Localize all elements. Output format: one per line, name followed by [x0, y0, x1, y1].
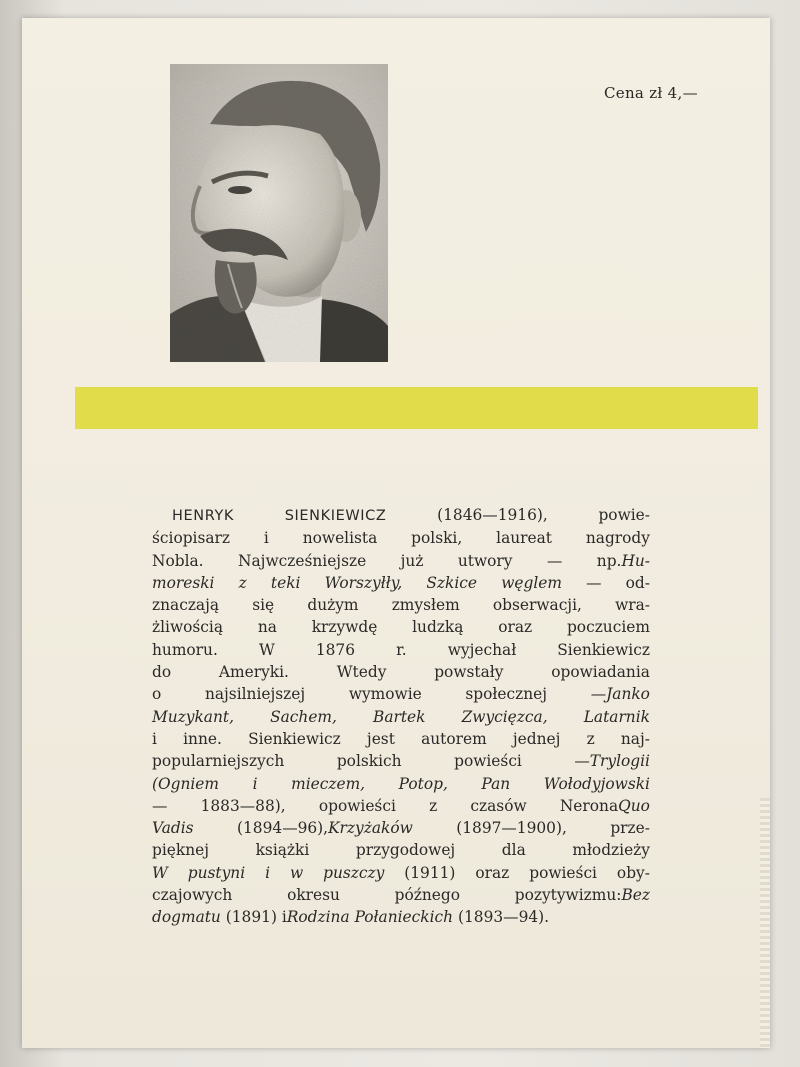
bio-text: powieści [454, 752, 522, 771]
bio-text: (1846—1916), [437, 506, 548, 524]
bio-text: — [590, 685, 607, 704]
bio-word [475, 862, 509, 884]
bio-title-text: i [252, 774, 258, 793]
bio-word [271, 572, 301, 594]
bio-title-text: Potop, [398, 774, 448, 793]
author-biography [152, 504, 650, 929]
bio-text: jest [366, 729, 395, 748]
bio-text: znaczają [152, 596, 220, 615]
bio-title-text: węglem [501, 573, 562, 592]
bio-word [458, 550, 513, 572]
bio-title-text: pustyni [187, 863, 246, 882]
bio-line [152, 616, 650, 638]
bio-word [248, 728, 341, 750]
bio-text: o [152, 685, 162, 704]
bio-title-text: w [289, 863, 304, 882]
bio-word [411, 527, 462, 549]
bio-line [152, 906, 650, 928]
bio-word [458, 906, 549, 928]
bio-line [152, 661, 650, 683]
bio-word [152, 773, 219, 795]
bio-word [152, 706, 234, 728]
bio-title-text: Rodzina [286, 908, 350, 927]
bio-title-text: Zwycięzca, [461, 707, 548, 726]
bio-word [567, 616, 650, 638]
bio-word [152, 795, 167, 817]
worn-page-edge [760, 798, 770, 1048]
bio-title-text: Krzyżaków [328, 819, 413, 838]
bio-text: jednej [512, 729, 561, 748]
bio-text: wyjechał [447, 640, 517, 659]
bio-word [239, 572, 247, 594]
bio-word [323, 862, 384, 884]
bio-text: książki [255, 841, 310, 860]
bio-text: przygodowej [355, 841, 456, 860]
bio-word [201, 795, 286, 817]
bio-word [172, 504, 234, 527]
bio-text: (1911) [404, 863, 456, 882]
bio-word [373, 706, 425, 728]
bio-text: wra- [615, 596, 650, 615]
bio-line [152, 795, 650, 817]
bio-word [287, 884, 340, 906]
bio-word [312, 616, 378, 638]
bio-text: społecznej [465, 685, 548, 704]
bio-word [152, 728, 157, 750]
bio-word [462, 706, 548, 728]
bio-word [152, 862, 168, 884]
yellow-accent-band [75, 387, 758, 429]
bio-text: powieści [529, 863, 597, 882]
bio-text: pięknej [152, 841, 210, 860]
bio-word [502, 839, 526, 861]
bio-line [152, 594, 650, 616]
bio-word [152, 884, 232, 906]
bio-word [303, 527, 378, 549]
bio-title-text: Szkice [426, 573, 478, 592]
bio-text: okresu [287, 886, 340, 905]
bio-word [591, 683, 650, 705]
bio-title-text: teki [270, 573, 301, 592]
bio-word [152, 639, 218, 661]
bio-text: 1876 [315, 640, 356, 659]
bio-word [252, 594, 274, 616]
bio-word [319, 795, 396, 817]
book-back-cover [22, 18, 770, 1048]
bio-word [586, 572, 601, 594]
bio-text: czasów [470, 796, 527, 815]
bio-text: Sienkiewicz [248, 729, 341, 748]
bio-word [498, 616, 532, 638]
bio-word [152, 817, 194, 839]
bio-word [152, 594, 219, 616]
bio-word [404, 862, 455, 884]
bio-word [529, 862, 597, 884]
bio-text: się [252, 596, 275, 615]
bio-word [481, 773, 510, 795]
bio-line [152, 773, 650, 795]
bio-text: — [152, 796, 168, 815]
bio-word [152, 572, 214, 594]
bio-text: nowelista [302, 529, 378, 548]
bio-text: ściopisarz [152, 529, 231, 548]
bio-text: (1894—96), [237, 819, 329, 838]
bio-title-text: Bartek [373, 707, 426, 726]
bio-text: późnego [394, 886, 461, 905]
bio-text: ludzką [412, 618, 464, 637]
bio-word [610, 817, 650, 839]
bio-word [421, 728, 487, 750]
bio-title-text: puszczy [323, 863, 385, 882]
bio-title-text: Bez [621, 886, 650, 905]
bio-word [617, 862, 650, 884]
bio-text: oraz [475, 863, 510, 882]
bio-text: popularniejszych [152, 752, 285, 771]
bio-word [429, 795, 437, 817]
bio-word [152, 683, 161, 705]
bio-word [598, 504, 650, 527]
bio-word [454, 750, 522, 772]
bio-title-text: Latarnik [583, 707, 650, 726]
bio-word [183, 728, 222, 750]
bio-word [496, 527, 552, 549]
bio-word [392, 594, 460, 616]
bio-title-text: Pan [481, 774, 511, 793]
bio-text: od- [625, 573, 650, 592]
bio-text: 1883—88), [200, 796, 286, 815]
bio-word [584, 706, 650, 728]
bio-title-text: Sachem, [270, 707, 337, 726]
bio-text: Sienkiewicz [557, 640, 650, 659]
bio-line [152, 550, 650, 572]
bio-word [395, 884, 460, 906]
bio-word [337, 661, 387, 683]
bio-text: opowiadania [551, 663, 650, 682]
bio-line [152, 862, 650, 884]
bio-word [572, 839, 650, 861]
bio-text: — [586, 573, 602, 592]
bio-text: młodzieży [572, 841, 650, 860]
bio-text: Najwcześniejsze [238, 551, 367, 570]
portrait-image [170, 64, 388, 362]
bio-title-text: Janko [606, 685, 650, 704]
bio-text: naj- [620, 729, 650, 748]
bio-word [412, 616, 463, 638]
bio-word [493, 594, 582, 616]
bio-text: (1897—1900), [456, 819, 567, 838]
bio-word [515, 884, 650, 906]
bio-word [349, 683, 422, 705]
bio-word [501, 572, 562, 594]
bio-text: autorem [421, 729, 487, 748]
bio-line [152, 683, 650, 705]
price-label: Cena zł 4,— [604, 84, 698, 102]
bio-text: oraz [498, 618, 533, 637]
bio-word [316, 639, 355, 661]
bio-word [597, 550, 650, 572]
bio-word [621, 728, 650, 750]
bio-word [307, 594, 358, 616]
bio-text: Ameryki. [218, 663, 289, 682]
bio-text: krzywdę [311, 618, 378, 637]
bio-word [291, 773, 365, 795]
bio-word [399, 773, 448, 795]
bio-word [544, 773, 650, 795]
bio-text: W [258, 640, 275, 659]
bio-text: powstały [434, 663, 504, 682]
bio-text: Nobla. [152, 551, 204, 570]
bio-title-text: Wołodyjowski [543, 774, 650, 793]
bio-word [152, 616, 223, 638]
bio-text: wymowie [348, 685, 422, 704]
bio-word [615, 594, 650, 616]
bio-line [152, 728, 650, 750]
bio-word [396, 639, 407, 661]
bio-text: z [429, 796, 438, 815]
bio-text: i [152, 729, 157, 748]
bio-title-text: dogmatu [152, 908, 221, 927]
bio-text: i [281, 908, 287, 927]
bio-title-text: Muzykant, [152, 707, 234, 726]
bio-line [152, 750, 650, 772]
bio-word [574, 750, 650, 772]
bio-text: i [263, 529, 269, 548]
bio-title-text: z [238, 573, 247, 592]
bio-word [513, 728, 561, 750]
bio-word [270, 706, 337, 728]
bio-word [337, 750, 402, 772]
bio-author-name: HENRYK [172, 508, 235, 524]
bio-text: obserwacji, [492, 596, 582, 615]
bio-word [557, 639, 650, 661]
bio-word [426, 572, 477, 594]
bio-text: Nerona [559, 796, 619, 815]
bio-line [152, 572, 650, 594]
bio-text: czajowych [152, 886, 233, 905]
bio-word [256, 839, 310, 861]
bio-text: (1893—94). [458, 908, 550, 927]
bio-word [437, 504, 548, 527]
bio-word [367, 728, 395, 750]
bio-text: polski, [411, 529, 463, 548]
bio-word [264, 527, 269, 549]
bio-word [448, 639, 516, 661]
bio-word [265, 862, 270, 884]
bio-word [152, 750, 284, 772]
bio-title-text: moreski [152, 573, 215, 592]
bio-text: poczuciem [566, 618, 650, 637]
bio-word [586, 527, 650, 549]
bio-line [152, 639, 650, 661]
bio-text: najsilniejszej [204, 685, 306, 704]
bio-word [587, 728, 595, 750]
bio-title-text: (Ogniem [152, 774, 220, 793]
bio-text: — [546, 551, 563, 570]
bio-line [152, 884, 650, 906]
bio-text: np. [596, 551, 622, 570]
bio-word [282, 906, 350, 928]
bio-line [152, 706, 650, 728]
bio-text: utwory [457, 551, 513, 570]
bio-word [465, 683, 547, 705]
bio-word [456, 817, 567, 839]
bio-text: zmysłem [391, 596, 460, 615]
bio-word [205, 683, 305, 705]
bio-word [547, 550, 562, 572]
bio-line [152, 527, 650, 549]
bio-word [560, 795, 650, 817]
bio-word [551, 661, 650, 683]
bio-text: prze- [610, 819, 650, 838]
bio-word [401, 550, 424, 572]
bio-text: już [400, 551, 424, 570]
bio-text: powie- [598, 506, 650, 524]
bio-line [152, 817, 650, 839]
bio-title-text: Hu- [621, 551, 650, 570]
bio-text: oby- [616, 863, 650, 882]
bio-word [626, 572, 650, 594]
bio-word [355, 906, 454, 928]
bio-title-text: Quo [618, 796, 650, 815]
bio-text: Wtedy [336, 663, 387, 682]
bio-title-text: W [152, 863, 168, 882]
bio-word [470, 795, 526, 817]
bio-word [152, 839, 209, 861]
bio-word [188, 862, 245, 884]
bio-title-text: Worszyłły, [324, 573, 403, 592]
bio-text: humoru. [152, 640, 218, 659]
bio-word [259, 639, 275, 661]
bio-word [152, 661, 171, 683]
bio-text: inne. [183, 729, 222, 748]
bio-word [285, 504, 387, 527]
bio-title-text: Połanieckich [354, 908, 454, 927]
bio-text: dla [501, 841, 526, 860]
bio-word [152, 550, 204, 572]
bio-text: opowieści [318, 796, 396, 815]
bio-title-text: i [265, 863, 271, 882]
bio-line [152, 504, 650, 527]
bio-text: (1891) [225, 908, 277, 927]
bio-word [237, 817, 413, 839]
bio-word [434, 661, 503, 683]
bio-title-text: mieczem, [291, 774, 366, 793]
author-portrait [170, 64, 388, 362]
bio-word [356, 839, 455, 861]
bio-word [219, 661, 289, 683]
bio-text: dużym [307, 596, 359, 615]
bio-text: pozytywizmu: [514, 886, 622, 905]
bio-text: żliwością [152, 618, 224, 637]
bio-word [253, 773, 258, 795]
bio-word [152, 527, 230, 549]
bio-line [152, 839, 650, 861]
bio-word [152, 906, 221, 928]
bio-text: r. [396, 640, 407, 659]
bio-text: — [574, 752, 590, 771]
bio-word [238, 550, 366, 572]
bio-text: do [152, 663, 172, 682]
bio-word [290, 862, 303, 884]
bio-text: polskich [336, 752, 402, 771]
bio-title-text: Vadis [152, 819, 194, 838]
bio-text: laureat [496, 529, 552, 548]
bio-title-text: Trylogii [589, 752, 650, 771]
bio-word [325, 572, 403, 594]
bio-word [258, 616, 277, 638]
bio-word [226, 906, 277, 928]
bio-text: na [257, 618, 277, 637]
bio-text: nagrody [585, 529, 650, 548]
bio-text: z [586, 729, 595, 748]
bio-author-name: SIENKIEWICZ [284, 508, 387, 524]
